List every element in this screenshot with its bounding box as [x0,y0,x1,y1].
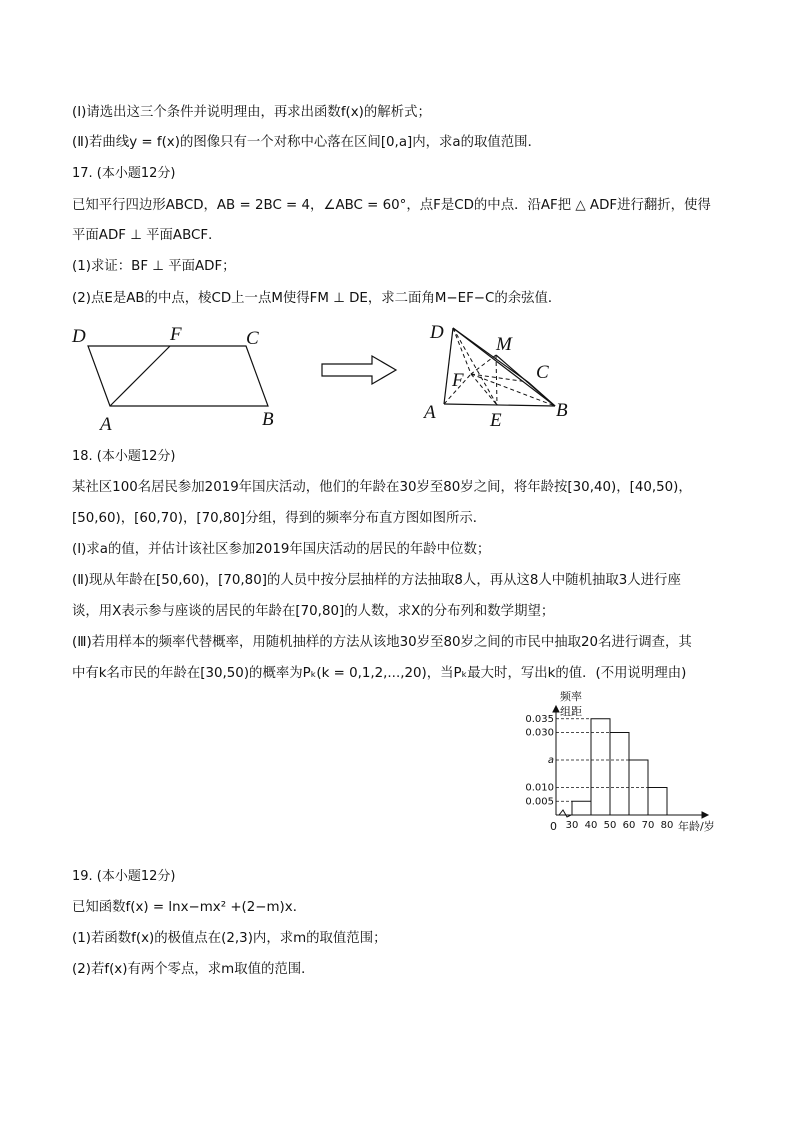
fold-label-e: E [490,410,502,431]
q18-text-2: [50,60)，[60,70)，[70,80]分组，得到的频率分布直方图如图所示． [72,511,487,526]
x-tick-label: 70 [641,820,655,831]
label-d: D [72,326,86,347]
histogram-bar [648,788,667,816]
label-f: F [170,324,182,345]
y-tick-label: 0.005 [525,796,554,808]
fold-label-a: A [424,402,436,423]
q17-part-2: (2)点E是AB的中点，棱CD上一点M使得FM ⊥ DE，求二面角M−EF−C的余弦值． [72,291,562,306]
y-tick-label: 0.035 [525,713,554,725]
right-arrow-icon [322,356,396,384]
fold-label-d: D [430,322,444,343]
q19-part-1: (1)若函数f(x)的极值点在(2,3)内，求m的取值范围； [72,931,387,946]
x-tick-label: 50 [603,820,617,831]
histogram-bar [610,733,629,816]
frequency-histogram [520,688,730,838]
q18-part-2a: (Ⅱ)现从年龄在[50,60)，[70,80]的人员中按分层抽样的方法抽取8人，再从这8人中随机抽取3人进行座 [72,573,681,588]
y-tick-label: 0.030 [525,727,554,739]
y-tick-label: a [547,755,554,766]
q18-part-2b: 谈，用X表示参与座谈的居民的年龄在[70,80]的人数，求X的分布列和数学期望； [72,604,555,619]
segment-af [110,346,170,406]
axis-break [559,810,571,817]
q17-figure [60,318,600,438]
fold-label-f: F [452,370,464,391]
q19-heading: 19. (本小题12分) [72,869,176,884]
x-tick-label: 40 [584,820,598,831]
y-axis-label-top: 频率 [560,690,582,703]
q16-part-1: (Ⅰ)请选出这三个条件并说明理由，再求出函数f(x)的解析式； [72,105,431,120]
fold-label-m: M [496,334,512,355]
q19-text: 已知函数f(x) = lnx−mx² +(2−m)x． [72,900,307,915]
q17-text-2: 平面ADF ⊥ 平面ABCF． [72,228,222,243]
q17-heading: 17. (本小题12分) [72,166,176,181]
y-axis-label-bottom: 组距 [560,705,582,718]
q18-text-1: 某社区100名居民参加2019年国庆活动，他们的年龄在30岁至80岁之间，将年龄按[30,40)，[40,50)， [72,480,692,495]
fold-label-b: B [556,400,568,421]
q17-part-1: (1)求证：BF ⊥ 平面ADF； [72,259,236,274]
q18-heading: 18. (本小题12分) [72,449,176,464]
x-tick-label: 60 [622,820,636,831]
q19-part-2: (2)若f(x)有两个零点，求m取值的范围． [72,962,315,977]
label-a: A [100,414,112,435]
parallelogram-abcd [88,346,268,406]
label-c: C [246,328,259,349]
histogram-bar [591,719,610,815]
fold-label-c: C [536,362,549,383]
x-tick-label: 80 [660,820,674,831]
q18-part-3a: (Ⅲ)若用样本的频率代替概率，用随机抽样的方法从该地30岁至80岁之间的市民中抽取20名进行调查，其 [72,635,692,650]
label-b: B [262,409,274,430]
q18-part-3b: 中有k名市民的年龄在[30,50)的概率为Pₖ(k = 0,1,2,...,20)，当Pₖ最大时，写出k的值．(不用说明理由) [72,666,687,681]
histogram-bar [572,801,591,815]
y-axis-arrow [553,706,559,712]
q17-text-1: 已知平行四边形ABCD，AB = 2BC = 4，∠ABC = 60°，点F是CD的中点．沿AF把 △ ADF进行翻折，使得 [72,198,711,213]
origin-label: 0 [550,820,557,833]
q18-part-1: (Ⅰ)求a的值，并估计该社区参加2019年国庆活动的居民的年龄中位数； [72,542,491,557]
x-axis-label: 年龄/岁 [678,820,715,833]
q16-part-2: (Ⅱ)若曲线y = f(x)的图像只有一个对称中心落在区间[0,a]内，求a的取值范围． [72,135,541,150]
y-tick-label: 0.010 [525,782,554,794]
x-tick-label: 30 [565,820,579,831]
x-axis-arrow [702,812,708,818]
